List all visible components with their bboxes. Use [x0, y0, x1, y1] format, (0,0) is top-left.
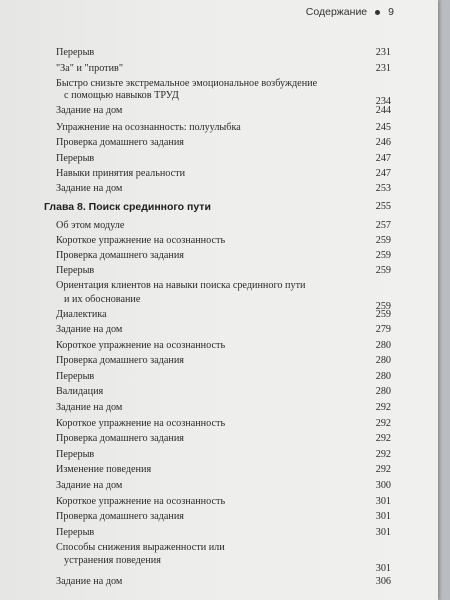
toc-entry-title: Перерыв — [56, 265, 95, 276]
toc-entry-title: Задание на дом — [56, 576, 123, 587]
toc-entry-title: Об этом модуле — [56, 220, 125, 231]
toc-entry-title-continued: устранения поведения — [64, 555, 161, 566]
toc-entry-page: 280 — [375, 386, 391, 397]
toc-entry-page: 292 — [375, 464, 391, 475]
toc-entry-page: 301 — [375, 563, 391, 574]
toc-entry-page: 231 — [375, 63, 391, 74]
toc-entry-title: Проверка домашнего задания — [56, 355, 184, 366]
toc-entry-page: 301 — [375, 511, 391, 522]
toc-entry-title: Быстро снизьте экстремальное эмоциональное возбуждение — [56, 78, 318, 89]
toc-entry-page: 255 — [375, 201, 391, 212]
running-head-section: Содержание — [305, 6, 368, 18]
toc-entry-page: 257 — [375, 220, 391, 231]
toc-entry-title: Перерыв — [56, 449, 95, 460]
toc-entry-title: Короткое упражнение на осознанность — [56, 340, 226, 351]
toc-entry-title: Перерыв — [56, 47, 95, 58]
toc-entry-title: Изменение поведения — [56, 464, 152, 475]
toc-entry-title: Проверка домашнего задания — [56, 511, 184, 522]
toc-entry-page: 280 — [375, 355, 391, 366]
toc-entry-page: 259 — [375, 235, 391, 246]
toc-entry-page: 246 — [375, 137, 391, 148]
toc-entry-page: 244 — [375, 105, 391, 116]
toc-entry-title: Ориентация клиентов на навыки поиска срединного пути — [56, 280, 306, 291]
toc-entry-page: 231 — [375, 47, 391, 58]
toc-entry-title: Проверка домашнего задания — [56, 250, 184, 261]
toc-entry-title: Короткое упражнение на осознанность — [56, 496, 226, 507]
toc-entry-page: 245 — [375, 122, 391, 133]
toc-entry-title: Короткое упражнение на осознанность — [56, 418, 226, 429]
toc-entry-page: 259 — [375, 265, 391, 276]
toc-entry-page: 279 — [375, 324, 391, 335]
chapter-title: Глава 8. Поиск срединного пути — [44, 201, 211, 213]
toc-entry-page: 247 — [375, 168, 391, 179]
toc-entry-page: 280 — [375, 371, 391, 382]
toc-entry-page: 253 — [375, 183, 391, 194]
toc-entry-title: Перерыв — [56, 527, 95, 538]
toc-entry-title: Задание на дом — [56, 480, 123, 491]
toc-entry-page: 259 — [375, 250, 391, 261]
toc-entry-page: 300 — [375, 480, 391, 491]
toc-entry-title: Проверка домашнего задания — [56, 433, 184, 444]
toc-entry-page: 247 — [375, 153, 391, 164]
toc-entry-title: Задание на дом — [56, 324, 123, 335]
toc-entry-title: Задание на дом — [56, 402, 123, 413]
toc-entry-title: Перерыв — [56, 153, 95, 164]
toc-entry-title: "За" и "против" — [56, 63, 124, 74]
toc-entry-page: 292 — [375, 418, 391, 429]
toc-entry-page: 280 — [375, 340, 391, 351]
toc-entry-title-continued: и их обоснование — [64, 294, 141, 305]
toc-entry-title: Задание на дом — [56, 183, 123, 194]
toc-entry-title: Валидация — [56, 386, 104, 397]
toc-entry-page: 292 — [375, 402, 391, 413]
toc-entry-title: Короткое упражнение на осознанность — [56, 235, 226, 246]
toc-entry-page: 301 — [375, 527, 391, 538]
toc-entry-title: Перерыв — [56, 371, 95, 382]
toc-entry-title: Упражнение на осознанность: полуулыбка — [56, 122, 241, 133]
toc-entry-title: Навыки принятия реальности — [56, 168, 186, 179]
toc-entry-page: 259 — [375, 309, 391, 320]
toc-entry-title: Задание на дом — [56, 105, 123, 116]
toc-entry-page: 292 — [375, 449, 391, 460]
toc-entry-title-continued: с помощью навыков ТРУД — [64, 90, 179, 101]
toc-entry-title: Способы снижения выраженности или — [56, 542, 225, 553]
toc-entry-page: 292 — [375, 433, 391, 444]
toc-entry-title: Проверка домашнего задания — [56, 137, 184, 148]
toc-entry-page: 301 — [375, 496, 391, 507]
toc-entry-page: 306 — [375, 576, 391, 587]
toc-entry-page: 234 — [375, 96, 391, 107]
toc-entry-title: Диалектика — [56, 309, 107, 320]
toc-entry-page: 259 — [375, 301, 391, 312]
running-head-page-number: 9 — [388, 6, 394, 18]
